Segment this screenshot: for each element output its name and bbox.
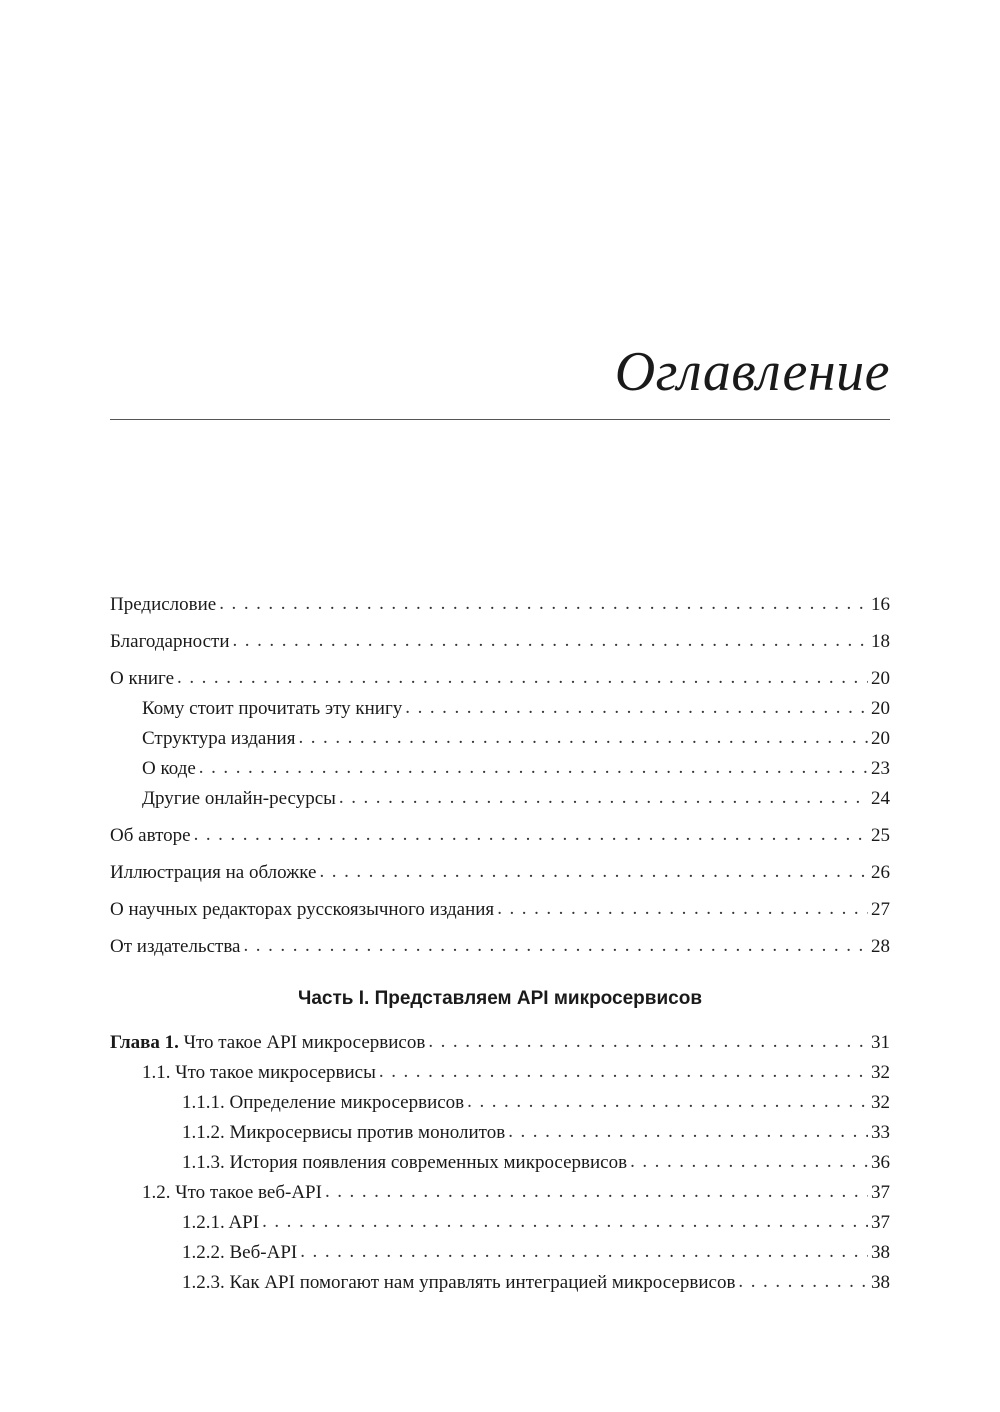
toc-entry-text: Иллюстрация на обложке — [110, 862, 317, 883]
dot-leader — [405, 693, 868, 723]
dot-leader — [219, 589, 868, 619]
toc-entry-text: 1.2. Что такое веб-API — [142, 1182, 322, 1203]
chapter-title: Что такое API микросервисов — [183, 1032, 426, 1053]
toc-page-number: 27 — [871, 899, 890, 920]
toc-page-number: 28 — [871, 936, 890, 957]
dot-leader — [630, 1147, 868, 1177]
toc-entry-text: От издательства — [110, 936, 241, 957]
toc-page-number: 20 — [871, 728, 890, 749]
toc-entry-text: О книге — [110, 668, 175, 689]
toc-entry-text: Предисловие — [110, 594, 217, 615]
toc-entry-about-author[interactable] — [110, 821, 890, 851]
dot-leader — [467, 1087, 868, 1117]
toc-page-number: 18 — [871, 631, 890, 652]
toc-entry-online-resources[interactable] — [110, 784, 890, 814]
page-title: Оглавление — [614, 341, 890, 403]
toc-entry-text: Благодарности — [110, 631, 230, 652]
toc-entry-text: 1.1.3. История появления современных микросервисов — [182, 1152, 628, 1173]
toc-entry-section-1-2[interactable] — [110, 1178, 890, 1208]
dot-leader — [300, 1237, 868, 1267]
toc-entry-about-book[interactable] — [110, 664, 890, 694]
toc-entry-preface[interactable] — [110, 590, 890, 620]
dot-leader — [244, 931, 869, 961]
dot-leader — [738, 1267, 868, 1297]
toc-page-number: 32 — [871, 1092, 890, 1113]
toc-page-number: 32 — [871, 1062, 890, 1083]
toc-entry-section-1-1[interactable] — [110, 1058, 890, 1088]
toc-page-number: 20 — [871, 698, 890, 719]
toc-entry-text: Структура издания — [142, 728, 296, 749]
toc-entry-section-1-1-2[interactable] — [110, 1118, 890, 1148]
toc-entry-text — [110, 1028, 425, 1058]
dot-leader — [325, 1177, 868, 1207]
toc-entry-section-1-1-1[interactable] — [110, 1088, 890, 1118]
toc-entry-text: О коде — [142, 758, 196, 779]
toc-entry-text: 1.2.3. Как API помогают нам управлять интеграцией микросервисов — [182, 1272, 736, 1293]
toc-entry-text: Другие онлайн-ресурсы — [142, 788, 336, 809]
toc-entry-acknowledgements[interactable] — [110, 627, 890, 657]
part-heading: Часть I. Представляем API микросервисов — [297, 988, 702, 1009]
toc-entry-structure[interactable] — [110, 724, 890, 754]
toc-page-number: 33 — [871, 1122, 890, 1143]
dot-leader — [199, 753, 868, 783]
dot-leader — [339, 783, 868, 813]
toc-entry-chapter-1[interactable] — [110, 1028, 890, 1058]
toc-page-number: 24 — [871, 788, 890, 809]
toc-entry-cover-illustration[interactable] — [110, 858, 890, 888]
toc-page-number: 16 — [871, 594, 890, 615]
toc-entry-about-code[interactable] — [110, 754, 890, 784]
dot-leader — [233, 626, 869, 656]
dot-leader — [379, 1057, 868, 1087]
toc-entry-section-1-2-1[interactable] — [110, 1208, 890, 1238]
chapter-label: Глава 1. — [110, 1032, 179, 1053]
toc-entry-science-editors[interactable] — [110, 895, 890, 925]
toc-entry-from-publisher[interactable] — [110, 932, 890, 962]
toc-page-number: 25 — [871, 825, 890, 846]
toc-page-number: 38 — [871, 1272, 890, 1293]
toc-entry-text: 1.1.1. Определение микросервисов — [182, 1092, 465, 1113]
toc-page-number: 36 — [871, 1152, 890, 1173]
table-of-contents — [110, 590, 890, 1298]
dot-leader — [298, 723, 868, 753]
dot-leader — [508, 1117, 868, 1147]
toc-entry-text: 1.1.2. Микросервисы против монолитов — [182, 1122, 506, 1143]
dot-leader — [194, 820, 868, 850]
toc-entry-section-1-2-2[interactable] — [110, 1238, 890, 1268]
toc-entry-text: 1.2.1. API — [182, 1212, 260, 1233]
toc-entry-section-1-1-3[interactable] — [110, 1148, 890, 1178]
toc-entry-section-1-2-3[interactable] — [110, 1268, 890, 1298]
toc-entry-text: О научных редакторах русскоязычного издания — [110, 899, 495, 920]
toc-entry-text: Об авторе — [110, 825, 191, 846]
toc-page-number: 23 — [871, 758, 890, 779]
toc-page-number: 37 — [871, 1182, 890, 1203]
dot-leader — [262, 1207, 868, 1237]
dot-leader — [428, 1027, 868, 1057]
toc-page-number: 37 — [871, 1212, 890, 1233]
toc-entry-text: 1.2.2. Веб-API — [182, 1242, 298, 1263]
toc-entry-audience[interactable] — [110, 694, 890, 724]
toc-page-number: 20 — [871, 668, 890, 689]
toc-page-number: 31 — [871, 1032, 890, 1053]
toc-page-number: 26 — [871, 862, 890, 883]
toc-entry-text: 1.1. Что такое микросервисы — [142, 1062, 376, 1083]
toc-entry-text: Кому стоит прочитать эту книгу — [142, 698, 403, 719]
dot-leader — [177, 663, 868, 693]
dot-leader — [319, 857, 868, 887]
dot-leader — [497, 894, 868, 924]
title-divider — [110, 419, 890, 420]
toc-page-number: 38 — [871, 1242, 890, 1263]
